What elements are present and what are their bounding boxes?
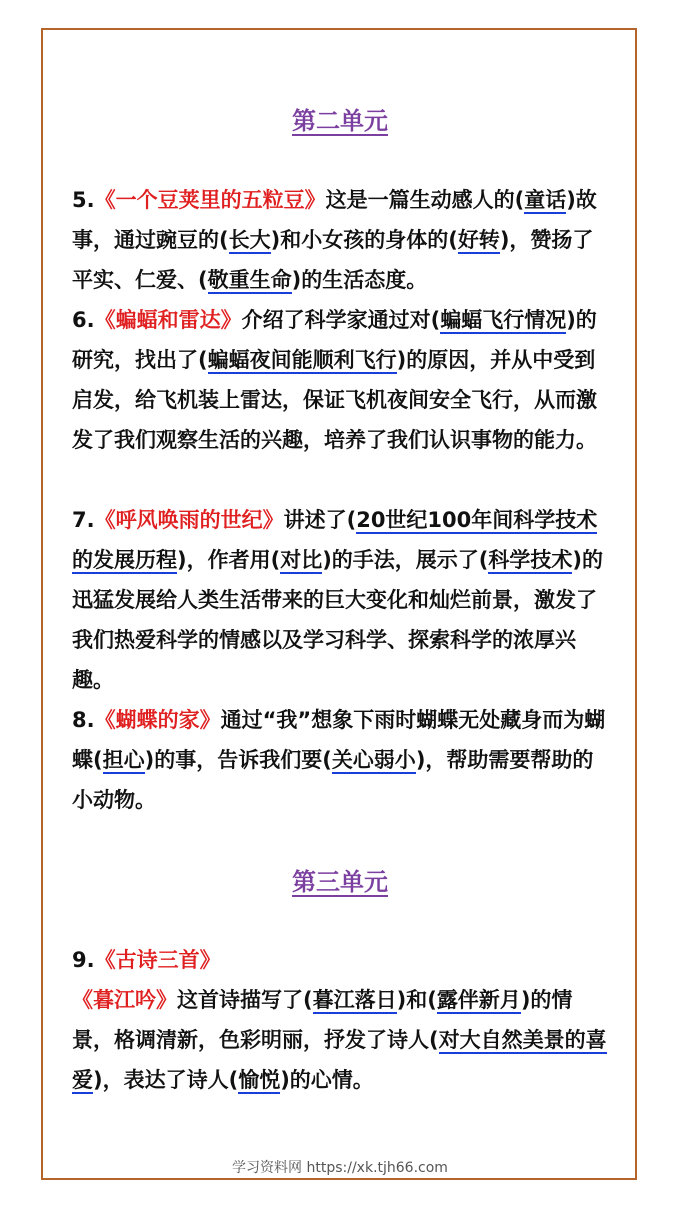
lesson-title: 《一个豆荚里的五粒豆》 bbox=[94, 188, 326, 212]
answer-underlined: 担心 bbox=[102, 748, 145, 772]
answer-underlined: 对比 bbox=[280, 548, 323, 572]
paragraph-text: )的迅猛发展给人类生活带来的巨大变化和灿烂前景，激发了我们热爱科学的情感以及学习科学、探索科学的浓厚兴趣。 bbox=[72, 548, 604, 692]
paragraph-text: 8. bbox=[72, 708, 95, 732]
lesson-8-paragraph bbox=[72, 700, 612, 820]
paragraph-text: )故事，通过豌豆的( bbox=[72, 188, 597, 252]
paragraph-text: )，帮助需要帮助的小动物。 bbox=[72, 748, 594, 812]
answer-underlined: 蝙蝠夜间能顺利飞行 bbox=[207, 348, 397, 372]
lesson-5-paragraph bbox=[72, 180, 612, 300]
poem-paragraph bbox=[72, 980, 612, 1100]
paragraph-text: )和( bbox=[396, 988, 437, 1012]
lesson-title: 《古诗三首》 bbox=[94, 948, 221, 972]
answer-underlined: 20世纪100年间科学技术的发展历程 bbox=[72, 508, 598, 572]
paragraph-text: 5. bbox=[72, 188, 95, 212]
answer-underlined: 愉悦 bbox=[238, 1068, 281, 1092]
lesson-title: 《蝴蝶的家》 bbox=[94, 708, 221, 732]
paragraph-text: )，作者用( bbox=[177, 548, 281, 572]
paragraph-text: )的手法，展示了( bbox=[322, 548, 489, 572]
paragraph-text: )的研究，找出了( bbox=[72, 308, 597, 372]
answer-underlined: 童话 bbox=[524, 188, 567, 212]
paragraph-text: 介绍了科学家通过对( bbox=[241, 308, 441, 332]
answer-underlined: 科学技术 bbox=[488, 548, 573, 572]
lesson-7-paragraph bbox=[72, 500, 612, 700]
paragraph-text: )和小女孩的身体的( bbox=[270, 228, 458, 252]
answer-underlined: 对大自然美景的喜爱 bbox=[72, 1028, 607, 1092]
answer-underlined: 蝙蝠飞行情况 bbox=[440, 308, 567, 332]
paragraph-text: 这首诗描写了( bbox=[177, 988, 313, 1012]
lesson-9-title bbox=[72, 940, 612, 980]
paragraph-text: 这是一篇生动感人的( bbox=[325, 188, 525, 212]
paragraph-text: 9. bbox=[72, 948, 95, 972]
unit-3-heading: 第三单元 bbox=[292, 868, 388, 896]
paragraph-text: )，表达了诗人( bbox=[93, 1068, 239, 1092]
lesson-6-paragraph bbox=[72, 300, 612, 460]
paragraph-text: 通过“我”想象下雨时蝴蝶无处藏身而为蝴蝶( bbox=[72, 708, 606, 772]
answer-underlined: 关心弱小 bbox=[331, 748, 416, 772]
paragraph-text: 7. bbox=[72, 508, 95, 532]
answer-underlined: 敬重生命 bbox=[207, 268, 292, 292]
footer-watermark: 学习资料网 https://xk.tjh66.com bbox=[232, 1160, 448, 1176]
answer-underlined: 长大 bbox=[228, 228, 271, 252]
answer-underlined: 好转 bbox=[457, 228, 500, 252]
lesson-title: 《暮江吟》 bbox=[72, 988, 177, 1012]
paragraph-text: )的原因，并从中受到启发，给飞机装上雷达，保证飞机夜间安全飞行，从而激发了我们观察生活的兴趣，培养了我们认识事物的能力。 bbox=[72, 348, 597, 452]
answer-underlined: 露伴新月 bbox=[436, 988, 521, 1012]
paragraph-text: 讲述了( bbox=[283, 508, 357, 532]
unit-2-heading: 第二单元 bbox=[292, 107, 388, 135]
lesson-title: 《呼风唤雨的世纪》 bbox=[94, 508, 284, 532]
paragraph-text: )的心情。 bbox=[280, 1068, 374, 1092]
lesson-title: 《蝙蝠和雷达》 bbox=[94, 308, 242, 332]
paragraph-text: )的生活态度。 bbox=[291, 268, 428, 292]
answer-underlined: 暮江落日 bbox=[312, 988, 397, 1012]
paragraph-text: )的事，告诉我们要( bbox=[144, 748, 332, 772]
paragraph-text: )的情景，格调清新，色彩明丽，抒发了诗人( bbox=[72, 988, 573, 1052]
paragraph-text: )，赞扬了平实、仁爱、( bbox=[72, 228, 594, 292]
paragraph-text: 6. bbox=[72, 308, 95, 332]
